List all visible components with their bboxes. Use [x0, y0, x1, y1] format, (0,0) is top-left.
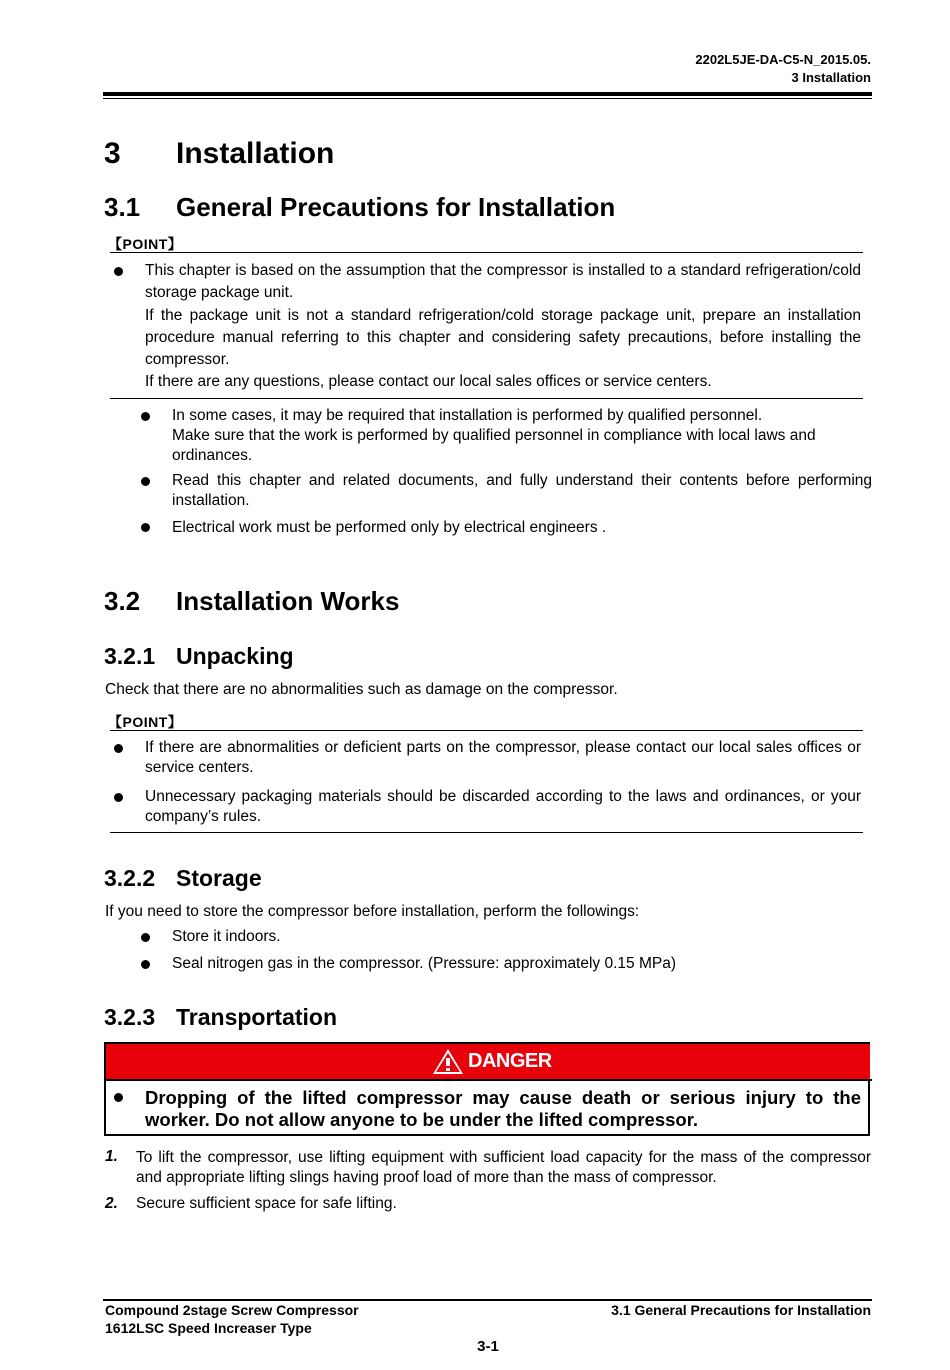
subsection-title: Storage — [176, 865, 262, 891]
intro-text: Check that there are no abnormalities such as damage on the compressor. — [105, 681, 618, 698]
point-label: 【POINT】 — [108, 236, 183, 252]
document-code: 2202L5JE-DA-C5-N_2015.05. — [695, 52, 871, 67]
danger-message: Dropping of the lifted compressor may cause death or serious injury to the worker. Do not allow anyone to be under the lifted compressor. — [145, 1087, 861, 1130]
bullet-dot-icon — [141, 412, 150, 421]
section-heading-3-2 — [104, 586, 399, 617]
chapter-heading — [104, 137, 334, 171]
point-bottom-rule — [110, 398, 863, 399]
point-item: If there are abnormalities or deficient parts on the compressor, please contact our local sales offices or service centers. — [145, 739, 861, 776]
footer-rule — [103, 1299, 872, 1301]
point-paragraph: If there are any questions, please contact our local sales offices or service centers. — [145, 373, 712, 390]
point-paragraph: If the package unit is not a standard refrigeration/cold storage package unit, prepare an installation procedure manual referring to this chapter and considering safety precautions, before installing the compressor. — [145, 307, 861, 368]
header-chapter: 3 Installation — [791, 70, 871, 85]
list-item: Electrical work must be performed only by electrical engineers . — [172, 519, 607, 536]
header-rule — [103, 92, 872, 96]
point-paragraph: This chapter is based on the assumption that the compressor is installed to a standard refrigeration/cold storage package unit. — [145, 262, 861, 301]
list-item: Read this chapter and related documents, and fully understand their contents before performing installation. — [172, 472, 872, 509]
list-item — [172, 406, 872, 466]
danger-header — [106, 1044, 870, 1079]
intro-text: If you need to store the compressor before installation, perform the followings: — [105, 903, 640, 920]
chapter-title: Installation — [176, 137, 335, 170]
subsection-heading-3-2-3 — [104, 1004, 337, 1031]
footer-section-ref: 3.1 General Precautions for Installation — [611, 1302, 871, 1318]
section-number: 3.1 — [104, 192, 141, 222]
section-title: General Precautions for Installation — [176, 192, 616, 222]
subsection-heading-3-2-2 — [104, 865, 262, 892]
point-bottom-rule — [110, 832, 863, 833]
point-top-rule — [110, 730, 863, 731]
bullet-dot-icon — [141, 477, 150, 486]
section-heading-3-1 — [104, 192, 615, 223]
list-item-line: Make sure that the work is performed by qualified personnel in compliance with local laws and ordinances. — [172, 427, 816, 464]
list-item: Seal nitrogen gas in the compressor. (Pressure: approximately 0.15 MPa) — [172, 955, 676, 972]
subsection-number: 3.2.1 — [104, 643, 156, 669]
bullet-dot-icon — [141, 933, 150, 942]
subsection-title: Unpacking — [176, 643, 294, 669]
step-number: 2. — [105, 1195, 118, 1212]
point-item: Unnecessary packaging materials should be discarded according to the laws and ordinances, or your company’s rules. — [145, 788, 861, 825]
point-top-rule — [110, 252, 863, 253]
subsection-number: 3.2.2 — [104, 865, 156, 891]
danger-divider — [104, 1079, 872, 1081]
section-number: 3.2 — [104, 586, 141, 616]
footer-product-line1: Compound 2stage Screw Compressor — [105, 1302, 359, 1318]
step-text: Secure sufficient space for safe lifting. — [136, 1195, 397, 1212]
section-title: Installation Works — [176, 586, 400, 616]
point-label: 【POINT】 — [108, 714, 183, 730]
list-item-line: In some cases, it may be required that installation is performed by qualified personnel. — [172, 407, 763, 424]
subsection-title: Transportation — [176, 1004, 338, 1030]
step-text: To lift the compressor, use lifting equipment with sufficient load capacity for the mass of the compressor and appropriate lifting slings having proof load of more than the mass of compressor. — [136, 1149, 871, 1186]
footer-product-line2: 1612LSC Speed Increaser Type — [105, 1320, 312, 1336]
bullet-dot-icon — [114, 744, 123, 753]
page-number: 3-1 — [477, 1338, 499, 1355]
step-number: 1. — [105, 1148, 118, 1165]
bullet-dot-icon — [114, 1093, 123, 1102]
subsection-heading-3-2-1 — [104, 643, 294, 670]
chapter-number: 3 — [104, 137, 121, 170]
bullet-dot-icon — [114, 267, 123, 276]
danger-label: DANGER — [468, 1050, 552, 1072]
header-rule-thin — [103, 98, 872, 99]
bullet-dot-icon — [141, 960, 150, 969]
list-item: Store it indoors. — [172, 928, 281, 945]
warning-triangle-icon — [432, 1048, 464, 1075]
subsection-number: 3.2.3 — [104, 1004, 156, 1030]
bullet-dot-icon — [141, 523, 150, 532]
bullet-dot-icon — [114, 793, 123, 802]
